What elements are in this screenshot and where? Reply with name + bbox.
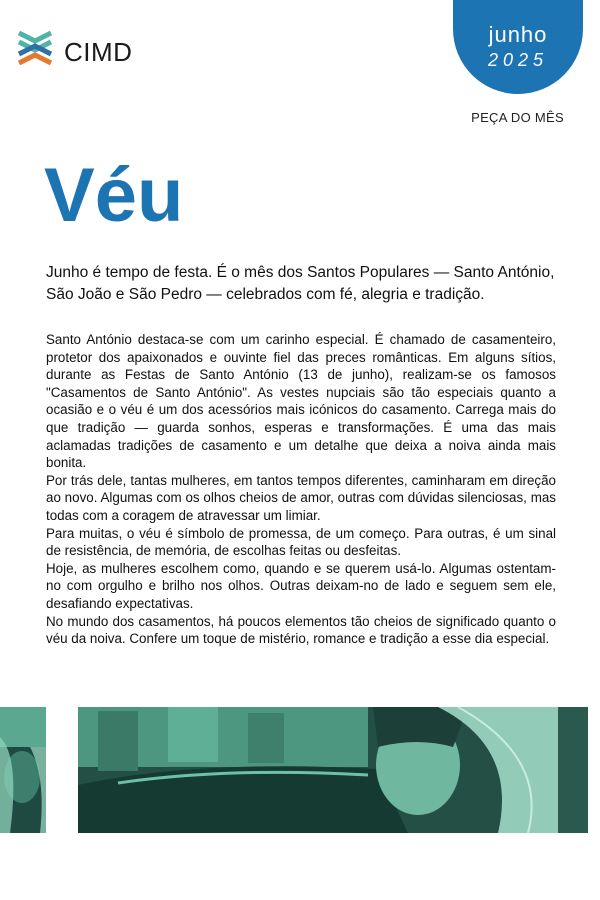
bride-photo-right — [78, 707, 588, 833]
badge-year: 2025 — [487, 50, 549, 70]
cimd-logo-icon — [16, 30, 56, 74]
body-paragraph: Por trás dele, tantas mulheres, em tantos tempos diferentes, caminharam em direção ao novo. Algumas com os olhos cheios de amor, outras com dúvidas silenciosas, mas todas com a coragem de atravessar um limiar. — [46, 472, 556, 523]
bride-photo-left — [0, 707, 46, 833]
cimd-logo — [16, 30, 132, 74]
body-paragraph: Hoje, as mulheres escolhem como, quando e se querem usá-lo. Algumas ostentam-no com orgulho e brilho nos olhos. Outras deixam-no de lado e seguem sem ele, desafiando expectativas. — [46, 560, 556, 611]
page-title: Véu — [44, 153, 184, 238]
body-paragraph: No mundo dos casamentos, há poucos elementos tão cheios de significado quanto o véu da noiva. Confere um toque de mistério, romance e tradição a esse dia especial. — [46, 613, 556, 647]
section-kicker: PEÇA DO MÊS — [471, 110, 564, 125]
lead-paragraph: Junho é tempo de festa. É o mês dos Santos Populares — Santo António, São João e São Pedro — celebrados com fé, alegria e tradição. — [46, 264, 555, 303]
article-body — [46, 331, 556, 648]
body-paragraph: Para muitas, o véu é símbolo de promessa, de um começo. Para outras, é um sinal de resistência, de memória, de escolhas feitas ou desfeitas. — [46, 525, 556, 559]
logo-text: CIMD — [64, 36, 133, 67]
body-paragraph: Santo António destaca-se com um carinho especial. É chamado de casamenteiro, protetor dos apaixonados e ouvinte fiel das preces românticas. Em alguns sítios, durante as Festas de Santo António (13 de junho), realizam-se os famosos "Casamentos de Santo António". As vestes nupciais são tão especiais quanto a ocasião e o véu é um dos acessórios mais icónicos do casamento. Carrega mais do que tradição — guarda sonhos, esperas e transformações. É uma das mais aclamadas tradições de casamento e um detalhe que deixa a noiva ainda mais bonita. — [46, 332, 556, 471]
date-badge — [453, 0, 583, 94]
badge-month: junho — [488, 22, 548, 47]
